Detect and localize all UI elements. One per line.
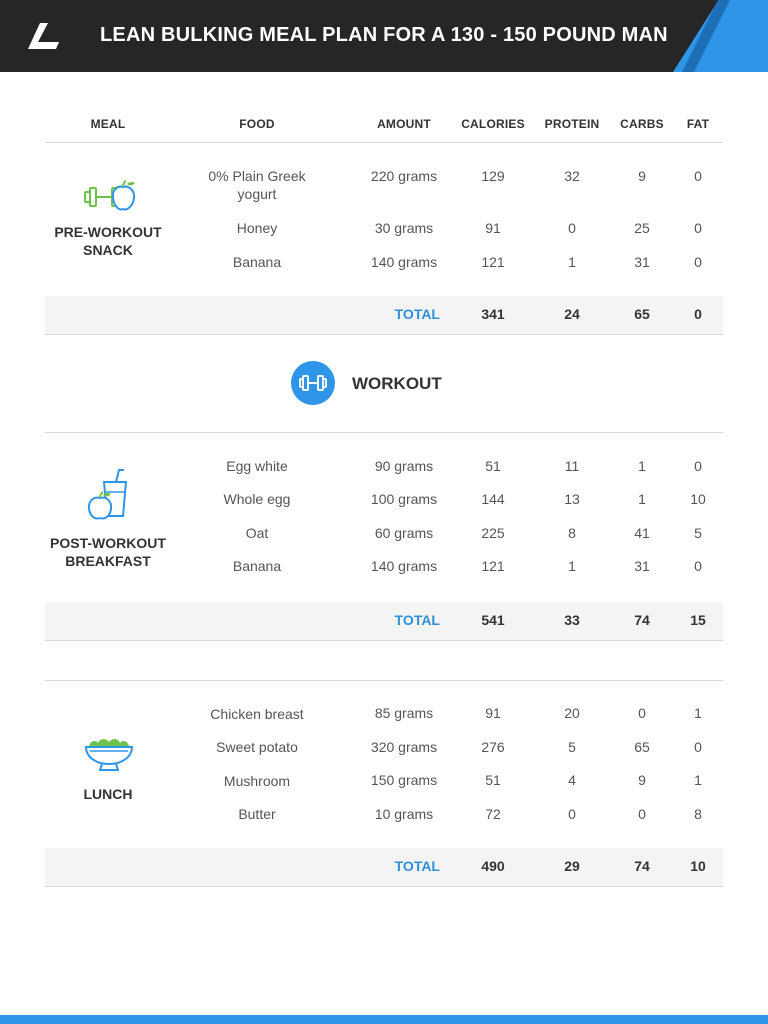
- total-calories: 541: [481, 612, 505, 628]
- food-protein: 20: [564, 705, 580, 721]
- meal-name-post-workout: POST-WORKOUT BREAKFAST: [50, 535, 166, 569]
- food-fat: 5: [694, 525, 702, 541]
- food-carbs: 41: [634, 525, 650, 541]
- food-calories: 91: [485, 220, 501, 236]
- food-carbs: 9: [638, 168, 646, 184]
- food-amount: 140 grams: [370, 558, 438, 574]
- section-divider: [45, 680, 723, 681]
- food-carbs: 31: [634, 254, 650, 270]
- section-divider: [45, 432, 723, 433]
- total-protein: 24: [564, 306, 580, 322]
- food-calories: 91: [485, 705, 501, 721]
- page-header: [0, 0, 768, 72]
- food-protein: 1: [568, 254, 576, 270]
- food-carbs: 0: [638, 806, 646, 822]
- food-name: Oat: [245, 525, 269, 541]
- dumbbell-apple-icon: [82, 179, 138, 213]
- food-carbs: 0: [638, 705, 646, 721]
- food-amount: 140 grams: [370, 254, 438, 270]
- food-name: Banana: [232, 254, 282, 270]
- food-calories: 121: [481, 254, 505, 270]
- food-fat: 8: [694, 806, 702, 822]
- column-header-meal: MEAL: [90, 117, 126, 131]
- food-name: Butter: [238, 806, 276, 822]
- food-name: 0% Plain Greek yogurt: [208, 168, 306, 202]
- food-carbs: 65: [634, 739, 650, 755]
- food-name: Honey: [236, 220, 278, 236]
- total-fat: 10: [690, 858, 706, 874]
- column-header-fat: FAT: [686, 117, 710, 131]
- food-protein: 32: [564, 168, 580, 184]
- food-calories: 121: [481, 558, 505, 574]
- food-fat: 0: [694, 739, 702, 755]
- food-amount: 30 grams: [374, 220, 434, 236]
- total-carbs: 65: [634, 306, 650, 322]
- header-divider: [45, 142, 723, 143]
- total-protein: 33: [564, 612, 580, 628]
- food-amount: 90 grams: [374, 458, 434, 474]
- food-calories: 129: [481, 168, 505, 184]
- food-protein: 0: [568, 806, 576, 822]
- food-calories: 51: [485, 458, 501, 474]
- dumbbell-icon: [299, 373, 327, 393]
- food-name: Whole egg: [223, 491, 291, 507]
- food-protein: 11: [564, 458, 580, 474]
- food-protein: 8: [568, 525, 576, 541]
- food-calories: 51: [485, 772, 501, 788]
- workout-badge: [291, 361, 335, 405]
- food-calories: 225: [481, 525, 505, 541]
- meal-name-lunch: LUNCH: [83, 786, 133, 802]
- food-fat: 0: [694, 558, 702, 574]
- food-protein: 5: [568, 739, 576, 755]
- total-label: TOTAL: [394, 306, 440, 322]
- footer-bar: [0, 1015, 768, 1024]
- food-amount: 320 grams: [370, 739, 438, 755]
- total-calories: 341: [481, 306, 505, 322]
- food-amount: 10 grams: [374, 806, 434, 822]
- total-protein: 29: [564, 858, 580, 874]
- food-name: Banana: [232, 558, 282, 574]
- food-fat: 0: [694, 168, 702, 184]
- column-header-amount: AMOUNT: [377, 117, 431, 131]
- page-title: LEAN BULKING MEAL PLAN FOR A 130 - 150 POUND MAN: [100, 24, 668, 46]
- food-calories: 144: [481, 491, 505, 507]
- column-header-carbs: CARBS: [620, 117, 664, 131]
- meal-name-pre-workout: PRE-WORKOUT SNACK: [54, 224, 162, 258]
- total-carbs: 74: [634, 612, 650, 628]
- column-header-food: FOOD: [239, 117, 275, 131]
- brand-logo-icon: [26, 22, 60, 50]
- food-amount: 220 grams: [370, 168, 438, 184]
- food-fat: 1: [694, 772, 702, 788]
- food-protein: 4: [568, 772, 576, 788]
- food-protein: 1: [568, 558, 576, 574]
- food-amount: 85 grams: [374, 705, 434, 721]
- food-amount: 150 grams: [370, 772, 438, 788]
- food-protein: 13: [564, 491, 580, 507]
- food-name: Chicken breast: [210, 706, 304, 722]
- total-fat: 0: [694, 306, 702, 322]
- food-fat: 0: [694, 220, 702, 236]
- total-label: TOTAL: [394, 858, 440, 874]
- total-fat: 15: [690, 612, 706, 628]
- apple-drink-icon: [86, 468, 130, 520]
- food-carbs: 1: [638, 458, 646, 474]
- food-fat: 0: [694, 254, 702, 270]
- total-carbs: 74: [634, 858, 650, 874]
- food-fat: 1: [694, 705, 702, 721]
- food-amount: 60 grams: [374, 525, 434, 541]
- total-label: TOTAL: [394, 612, 440, 628]
- column-header-protein: PROTEIN: [544, 117, 600, 131]
- food-fat: 0: [694, 458, 702, 474]
- food-calories: 276: [481, 739, 505, 755]
- food-name: Sweet potato: [216, 739, 298, 755]
- food-amount: 100 grams: [370, 491, 438, 507]
- food-carbs: 9: [638, 772, 646, 788]
- food-calories: 72: [485, 806, 501, 822]
- food-carbs: 1: [638, 491, 646, 507]
- total-calories: 490: [481, 858, 505, 874]
- food-carbs: 25: [634, 220, 650, 236]
- workout-label: WORKOUT: [352, 374, 442, 393]
- food-carbs: 31: [634, 558, 650, 574]
- food-name: Mushroom: [223, 773, 291, 789]
- food-protein: 0: [568, 220, 576, 236]
- column-header-calories: CALORIES: [461, 117, 525, 131]
- food-name: Egg white: [226, 458, 288, 474]
- food-fat: 10: [690, 491, 706, 507]
- salad-bowl-icon: [84, 736, 134, 774]
